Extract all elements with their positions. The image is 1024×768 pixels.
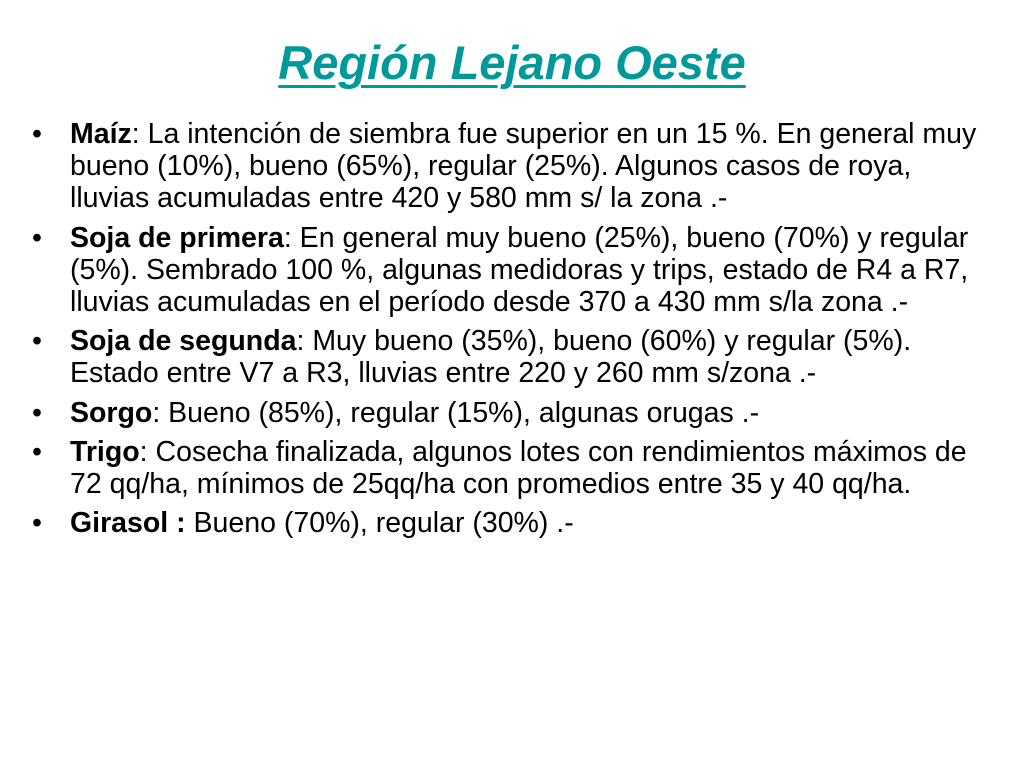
bullet-dot-icon: • — [32, 435, 42, 468]
bullet-text: : En general muy bueno (25%), bueno (70%) y regular (5%). Sembrado 100 %, algunas medidoras y trips, estado de R4 a R7, lluvias acumuladas en el período desde 370 a 430 mm s/la zona .- — [70, 221, 969, 319]
bullet-item-sorgo — [32, 397, 987, 429]
bullet-dot-icon: • — [32, 507, 42, 540]
bullet-text: : Cosecha finalizada, algunos lotes con rendimientos máximos de 72 qq/ha, mínimos de 25qq/ha con promedios entre 35 y 40 qq/ha. — [70, 435, 967, 501]
bullet-term: Sorgo — [70, 396, 153, 429]
bullet-term: Maíz — [70, 118, 132, 150]
bullet-item-girasol — [32, 507, 987, 539]
bullet-text: : Muy bueno (35%), bueno (60%) y regular (5%). Estado entre V7 a R3, lluvias entre 220 y 260 mm s/zona .- — [70, 325, 912, 390]
bullet-term: Trigo — [70, 435, 140, 468]
bullet-item-soja-segunda — [32, 325, 987, 389]
bullet-item-maiz — [32, 118, 987, 215]
bullet-text: Bueno (70%), regular (30%) .- — [193, 507, 574, 540]
bullet-term: Soja de segunda — [70, 325, 297, 358]
bullet-list — [32, 118, 987, 546]
bullet-text: : Bueno (85%), regular (15%), algunas orugas .- — [152, 396, 760, 429]
bullet-dot-icon: • — [32, 118, 42, 150]
bullet-item-trigo — [32, 436, 987, 500]
bullet-item-soja-primera — [32, 222, 987, 319]
bullet-dot-icon: • — [32, 396, 42, 429]
bullet-term: Soja de primera — [70, 221, 284, 254]
bullet-dot-icon: • — [32, 325, 42, 358]
bullet-term: Girasol : — [70, 507, 194, 540]
slide-title: Región Lejano Oeste — [278, 36, 746, 89]
bullet-text: : La intención de siembra fue superior en un 15 %. En general muy bueno (10%), bueno (65%), regular (25%). Algunos casos de roya, lluvias acumuladas entre 420 y 580 mm s/ la zona .- — [70, 118, 977, 215]
bullet-dot-icon: • — [32, 221, 42, 254]
